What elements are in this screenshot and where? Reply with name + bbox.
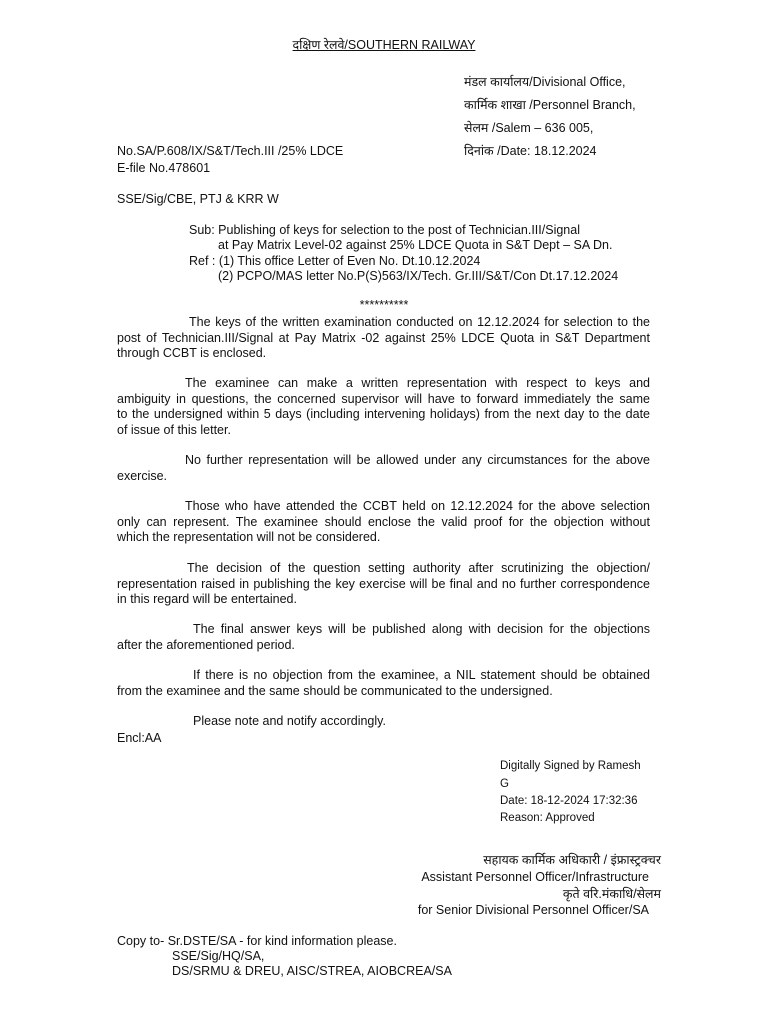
paragraph-line: of issue of this letter.: [117, 422, 231, 437]
paragraph-line: exercise.: [117, 468, 168, 483]
letterhead-title: दक्षिण रेलवे/SOUTHERN RAILWAY: [292, 38, 476, 52]
office-line-division: मंडल कार्यालय/Divisional Office,: [464, 75, 626, 89]
efile-number: E-file No.478601: [117, 161, 211, 175]
office-line-branch: कार्मिक शाखा /Personnel Branch,: [464, 98, 636, 112]
paragraph-line: only can represent. The examinee should enclose the valid proof for the objection without: [117, 514, 650, 529]
officer-for-hindi: कृते वरि.मंकाधि/सेलम: [562, 887, 661, 901]
digital-signature-line: Digitally Signed by Ramesh: [500, 760, 641, 772]
paragraph-line: through CCBT is enclosed.: [117, 346, 267, 360]
paragraph-line: The decision of the question setting authority after scrutinizing the objection/: [187, 561, 650, 575]
office-line-address: सेलम /Salem – 636 005,: [464, 121, 594, 135]
officer-title: Assistant Personnel Officer/Infrastructure: [421, 870, 649, 884]
officer-for: for Senior Divisional Personnel Officer/SA: [417, 903, 649, 917]
paragraph-representation: [117, 376, 650, 438]
addressee: SSE/Sig/CBE, PTJ & KRR W: [117, 192, 279, 206]
subject-line-2: at Pay Matrix Level-02 against 25% LDCE Quota in S&T Dept – SA Dn.: [218, 238, 613, 252]
reference-line-2: (2) PCPO/MAS letter No.P(S)563/IX/Tech. Gr.III/S&T/Con Dt.17.12.2024: [218, 269, 619, 283]
paragraph-nil-statement: [117, 668, 650, 699]
paragraph-keys-enclosed: [117, 315, 650, 362]
officer-title-hindi: सहायक कार्मिक अधिकारी / इंफ्रास्ट्रक्चर: [483, 853, 661, 867]
letter-date: दिनांक /Date: 18.12.2024: [464, 144, 597, 158]
paragraph-line: The examinee can make a written representation with respect to keys and: [185, 376, 650, 390]
letter-number: No.SA/P.608/IX/S&T/Tech.III /25% LDCE: [117, 144, 344, 158]
paragraph-line: in this regard will be entertained.: [117, 592, 297, 606]
signature-reason: Reason: Approved: [500, 812, 595, 824]
paragraph-decision: [117, 561, 650, 608]
paragraph-line: to the undersigned within 5 days (including intervening holidays) from the next day to the date: [117, 407, 650, 421]
paragraph-line: from the examinee and the same should be communicated to the undersigned.: [117, 683, 553, 698]
reference-line-1: Ref : (1) This office Letter of Even No. Dt.10.12.2024: [189, 254, 481, 268]
copy-to-line: SSE/Sig/HQ/SA,: [172, 949, 265, 963]
paragraph-line: No further representation will be allowed under any circumstances for the above: [185, 453, 650, 467]
paragraph-line: representation raised in publishing the key exercise will be final and no further correspondence: [117, 576, 650, 591]
closing-note: Please note and notify accordingly.: [193, 714, 386, 728]
paragraph-line: post of Technician.III/Signal at Pay Matrix -02 against 25% LDCE Quota in S&T Department: [117, 330, 650, 345]
paragraph-line: which the representation will not be considered.: [117, 530, 381, 544]
subject-line-1: Sub: Publishing of keys for selection to the post of Technician.III/Signal: [189, 223, 580, 237]
paragraph-line: ambiguity in questions, the concerned supervisor will have to forward immediately the same: [117, 391, 650, 406]
paragraph-line: after the aforementioned period.: [117, 637, 295, 652]
copy-to-line: Copy to- Sr.DSTE/SA - for kind information please.: [117, 934, 397, 948]
paragraph-eligibility: [117, 499, 650, 546]
paragraph-line: If there is no objection from the examinee, a NIL statement should be obtained: [193, 668, 650, 682]
copy-to-line: DS/SRMU & DREU, AISC/STREA, AIOBCREA/SA: [172, 964, 452, 978]
paragraph-line: The final answer keys will be published along with decision for the objections: [193, 622, 650, 636]
separator: **********: [359, 298, 409, 312]
enclosure: Encl:AA: [117, 731, 162, 745]
paragraph-final-keys: [117, 622, 650, 653]
paragraph-no-further: [117, 453, 650, 484]
paragraph-line: The keys of the written examination conducted on 12.12.2024 for selection to the: [189, 315, 650, 329]
paragraph-line: Those who have attended the CCBT held on 12.12.2024 for the above selection: [185, 499, 650, 513]
digital-signature-name-cont: G: [500, 778, 509, 790]
signature-date: Date: 18-12-2024 17:32:36: [500, 795, 638, 807]
